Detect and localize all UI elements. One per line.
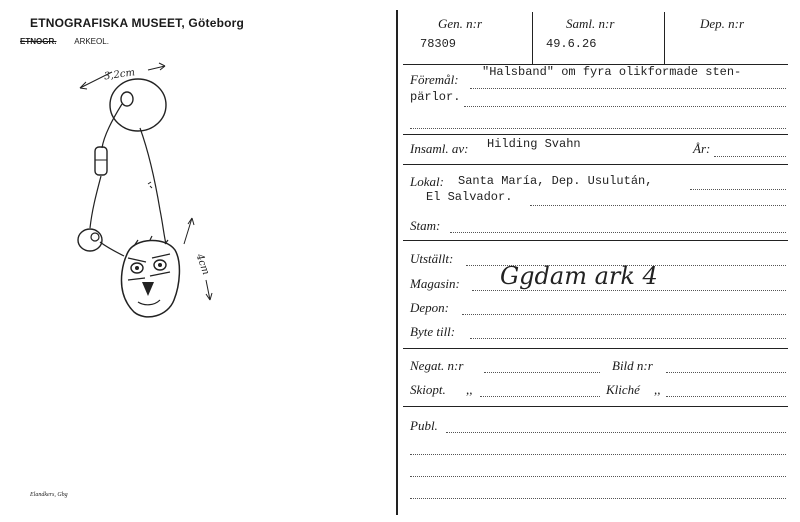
- lokal-label: Lokal:: [410, 174, 444, 189]
- rule-3: [403, 164, 788, 165]
- magasin-value: Ggdam ark 4: [500, 262, 658, 290]
- ar-label: År:: [693, 141, 711, 156]
- disc-bead-hole: [121, 92, 133, 106]
- gen-label: Gen. n:r: [438, 16, 483, 31]
- publ-label: Publ.: [410, 418, 438, 433]
- department-label: ARKEOL.: [74, 37, 109, 46]
- rule-2: [403, 134, 788, 135]
- skiopt-label: Skiopt.: [410, 382, 446, 397]
- rule-4: [403, 240, 788, 241]
- department-struck: ETNOGR.: [20, 37, 57, 46]
- foremal-label: Föremål:: [410, 72, 459, 87]
- measure-side-label: 4cm: [193, 252, 212, 277]
- tube-bead: [95, 147, 107, 175]
- depon-label: Depon:: [410, 300, 449, 315]
- saml-label: Saml. n:r: [566, 16, 615, 31]
- rule-5: [403, 348, 788, 349]
- foremal-value-1: "Halsband" om fyra olikformade sten-: [482, 65, 742, 79]
- gen-value: 78309: [420, 37, 457, 51]
- lokal-value-1: Santa María, Dep. Usulután,: [458, 174, 653, 188]
- card-divider: [396, 10, 398, 515]
- face-pendant: [122, 240, 180, 316]
- string-left: [102, 104, 122, 148]
- table-divider-2: [664, 12, 665, 64]
- table-divider-1: [532, 12, 533, 64]
- kliche-label: Kliché: [606, 382, 640, 397]
- dep-label: Dep. n:r: [700, 16, 745, 31]
- disc-bead: [110, 79, 166, 131]
- lokal-value-2: El Salvador.: [426, 190, 513, 204]
- insaml-label: Insaml. av:: [410, 141, 469, 156]
- insaml-value: Hilding Svahn: [487, 137, 581, 151]
- saml-value: 49.6.26: [546, 37, 597, 51]
- department-line: [20, 37, 109, 46]
- foremal-value-2: pärlor.: [410, 90, 461, 104]
- rule-6: [403, 406, 788, 407]
- stam-label: Stam:: [410, 218, 441, 233]
- necklace-sketch: [60, 60, 240, 330]
- kliche-mark: ,,: [654, 382, 661, 397]
- byte-label: Byte till:: [410, 324, 456, 339]
- bild-label: Bild n:r: [612, 358, 653, 373]
- skiopt-mark: ,,: [466, 382, 473, 397]
- string-right: [140, 128, 166, 244]
- museum-title: ETNOGRAFISKA MUSEET, Göteborg: [30, 16, 245, 30]
- negat-label: Negat. n:r: [410, 358, 464, 373]
- printer-mark: Elandkers, Gbg: [30, 492, 68, 498]
- utstallt-label: Utställt:: [410, 251, 454, 266]
- measure-top-label: 3,2cm: [103, 67, 136, 83]
- magasin-label: Magasin:: [410, 276, 460, 291]
